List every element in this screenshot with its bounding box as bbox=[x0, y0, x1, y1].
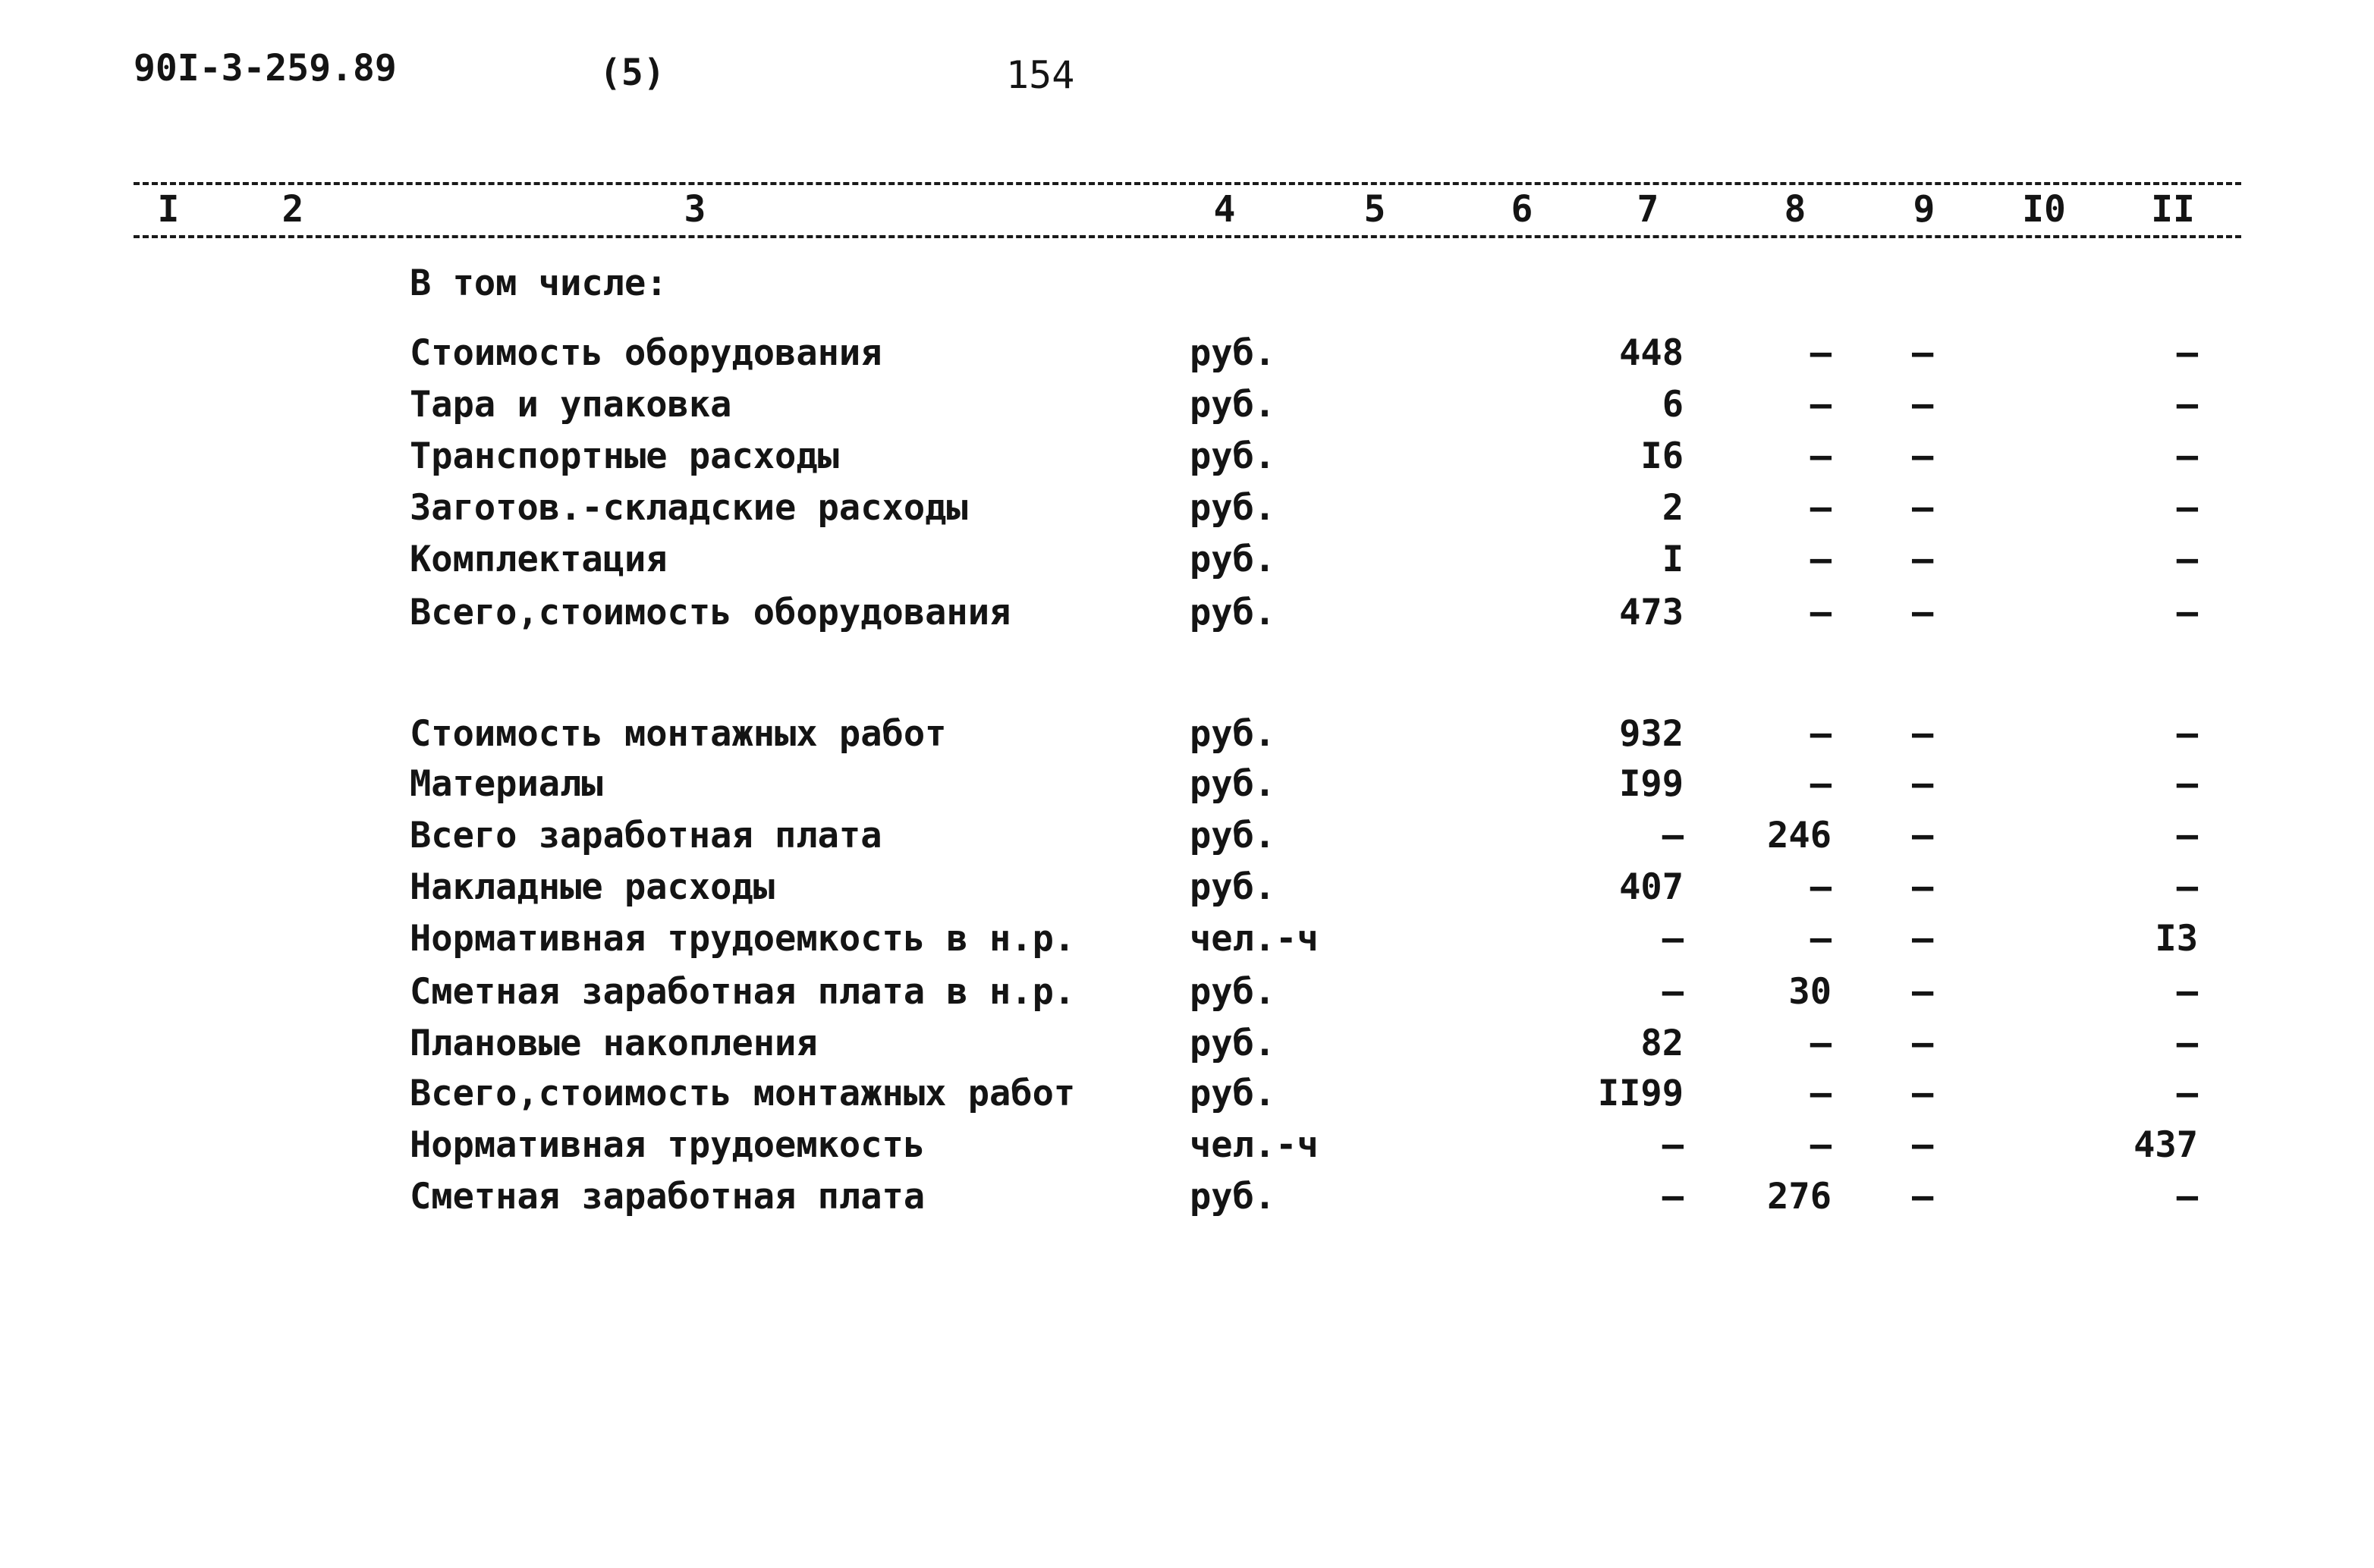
row-col11: – bbox=[2176, 866, 2198, 908]
row-col8: – bbox=[1810, 487, 1832, 529]
row-col8: – bbox=[1810, 435, 1832, 477]
row-unit: руб. bbox=[1190, 815, 1276, 856]
row-col9: – bbox=[1912, 384, 1934, 426]
row-unit: руб. bbox=[1190, 332, 1276, 374]
row-col9: – bbox=[1912, 713, 1934, 755]
row-col8: – bbox=[1810, 1023, 1832, 1064]
table-header-bottom-rule bbox=[134, 235, 2241, 238]
row-col9: – bbox=[1912, 539, 1934, 580]
row-col7: I99 bbox=[1619, 763, 1684, 805]
row-col8: – bbox=[1810, 918, 1832, 960]
row-name: Всего заработная плата bbox=[410, 815, 882, 856]
row-col7: 473 bbox=[1619, 592, 1684, 633]
row-name: Нормативная трудоемкость в н.р. bbox=[410, 918, 1076, 960]
row-col9: – bbox=[1912, 866, 1934, 908]
row-col9: – bbox=[1912, 487, 1934, 529]
row-col8: 30 bbox=[1788, 971, 1832, 1013]
row-col9: – bbox=[1912, 592, 1934, 633]
row-col7: – bbox=[1662, 1176, 1684, 1218]
row-unit: руб. bbox=[1190, 435, 1276, 477]
row-col11: – bbox=[2176, 815, 2198, 856]
row-col8: – bbox=[1810, 763, 1832, 805]
row-col11: 437 bbox=[2133, 1124, 2198, 1166]
column-number: 9 bbox=[1913, 188, 1935, 231]
row-col7: – bbox=[1662, 971, 1684, 1013]
row-col11: – bbox=[2176, 713, 2198, 755]
row-name: Тара и упаковка bbox=[410, 384, 732, 426]
row-col9: – bbox=[1912, 763, 1934, 805]
row-unit: руб. bbox=[1190, 971, 1276, 1013]
row-unit: руб. bbox=[1190, 763, 1276, 805]
row-col7: 2 bbox=[1662, 487, 1684, 529]
table-row bbox=[0, 384, 2374, 434]
row-unit: чел.-ч bbox=[1190, 918, 1319, 960]
row-col9: – bbox=[1912, 815, 1934, 856]
column-number: II bbox=[2151, 188, 2195, 231]
row-col9: – bbox=[1912, 435, 1934, 477]
column-number: 6 bbox=[1511, 188, 1533, 231]
row-unit: руб. bbox=[1190, 592, 1276, 633]
row-unit: руб. bbox=[1190, 713, 1276, 755]
row-col11: – bbox=[2176, 384, 2198, 426]
table-row bbox=[0, 866, 2374, 916]
row-col11: – bbox=[2176, 435, 2198, 477]
table-row bbox=[0, 1176, 2374, 1226]
table-row bbox=[0, 815, 2374, 865]
table-row bbox=[0, 1023, 2374, 1073]
subheading: В том числе: bbox=[410, 262, 668, 304]
row-col7: – bbox=[1662, 1124, 1684, 1166]
row-unit: чел.-ч bbox=[1190, 1124, 1319, 1166]
row-col8: – bbox=[1810, 539, 1832, 580]
row-name: Всего,стоимость монтажных работ bbox=[410, 1073, 1076, 1114]
row-col11: – bbox=[2176, 487, 2198, 529]
column-number: I0 bbox=[2022, 188, 2066, 231]
table-row bbox=[0, 539, 2374, 589]
row-unit: руб. bbox=[1190, 866, 1276, 908]
row-col11: – bbox=[2176, 763, 2198, 805]
row-col8: – bbox=[1810, 384, 1832, 426]
column-number: 8 bbox=[1784, 188, 1806, 231]
row-col7: 448 bbox=[1619, 332, 1684, 374]
column-number: 7 bbox=[1637, 188, 1659, 231]
row-col11: – bbox=[2176, 1176, 2198, 1218]
row-col9: – bbox=[1912, 1176, 1934, 1218]
row-col11: – bbox=[2176, 539, 2198, 580]
row-col7: 407 bbox=[1619, 866, 1684, 908]
row-col7: 82 bbox=[1640, 1023, 1684, 1064]
column-number: 2 bbox=[281, 188, 304, 231]
row-name: Материалы bbox=[410, 763, 603, 805]
row-col7: – bbox=[1662, 918, 1684, 960]
row-col11: – bbox=[2176, 1073, 2198, 1114]
row-col9: – bbox=[1912, 971, 1934, 1013]
document-code: 90I-3-259.89 bbox=[134, 47, 397, 90]
row-col7: – bbox=[1662, 815, 1684, 856]
row-col9: – bbox=[1912, 332, 1934, 374]
table-row bbox=[0, 487, 2374, 537]
row-col9: – bbox=[1912, 1124, 1934, 1166]
row-col11: – bbox=[2176, 1023, 2198, 1064]
row-unit: руб. bbox=[1190, 1073, 1276, 1114]
row-col7: I bbox=[1662, 539, 1684, 580]
row-name: Плановые накопления bbox=[410, 1023, 818, 1064]
row-name: Транспортные расходы bbox=[410, 435, 839, 477]
row-name: Стоимость оборудования bbox=[410, 332, 882, 374]
table-row bbox=[0, 1124, 2374, 1174]
table-row bbox=[0, 592, 2374, 642]
table-header-top-rule bbox=[134, 182, 2241, 185]
row-name: Комплектация bbox=[410, 539, 668, 580]
row-col9: – bbox=[1912, 1073, 1934, 1114]
column-number: 5 bbox=[1363, 188, 1386, 231]
row-unit: руб. bbox=[1190, 1176, 1276, 1218]
row-unit: руб. bbox=[1190, 384, 1276, 426]
row-name: Нормативная трудоемкость bbox=[410, 1124, 926, 1166]
table-row bbox=[0, 713, 2374, 763]
row-col9: – bbox=[1912, 1023, 1934, 1064]
row-col8: – bbox=[1810, 1124, 1832, 1166]
row-col8: – bbox=[1810, 332, 1832, 374]
table-row bbox=[0, 332, 2374, 382]
table-row bbox=[0, 435, 2374, 485]
table-row bbox=[0, 971, 2374, 1021]
row-col9: – bbox=[1912, 918, 1934, 960]
table-row bbox=[0, 918, 2374, 968]
row-col7: 932 bbox=[1619, 713, 1684, 755]
row-col11: I3 bbox=[2155, 918, 2198, 960]
row-name: Накладные расходы bbox=[410, 866, 775, 908]
row-col8: – bbox=[1810, 713, 1832, 755]
row-name: Сметная заработная плата bbox=[410, 1176, 926, 1218]
column-number: 3 bbox=[684, 188, 706, 231]
document-number: (5) bbox=[599, 52, 665, 94]
row-col11: – bbox=[2176, 592, 2198, 633]
row-col7: 6 bbox=[1662, 384, 1684, 426]
row-unit: руб. bbox=[1190, 1023, 1276, 1064]
row-name: Заготов.-складские расходы bbox=[410, 487, 968, 529]
row-name: Стоимость монтажных работ bbox=[410, 713, 947, 755]
row-col8: – bbox=[1810, 1073, 1832, 1114]
row-name: Сметная заработная плата в н.р. bbox=[410, 971, 1076, 1013]
row-col11: – bbox=[2176, 332, 2198, 374]
row-col8: – bbox=[1810, 592, 1832, 633]
table-row bbox=[0, 763, 2374, 813]
column-number: I bbox=[157, 188, 180, 231]
column-number: 4 bbox=[1213, 188, 1236, 231]
page-number: 154 bbox=[1006, 53, 1075, 97]
table-row bbox=[0, 1073, 2374, 1123]
row-name: Всего,стоимость оборудования bbox=[410, 592, 1011, 633]
row-unit: руб. bbox=[1190, 539, 1276, 580]
row-unit: руб. bbox=[1190, 487, 1276, 529]
row-col8: 276 bbox=[1767, 1176, 1832, 1218]
row-col7: II99 bbox=[1597, 1073, 1684, 1114]
row-col8: – bbox=[1810, 866, 1832, 908]
row-col8: 246 bbox=[1767, 815, 1832, 856]
row-col11: – bbox=[2176, 971, 2198, 1013]
row-col7: I6 bbox=[1640, 435, 1684, 477]
